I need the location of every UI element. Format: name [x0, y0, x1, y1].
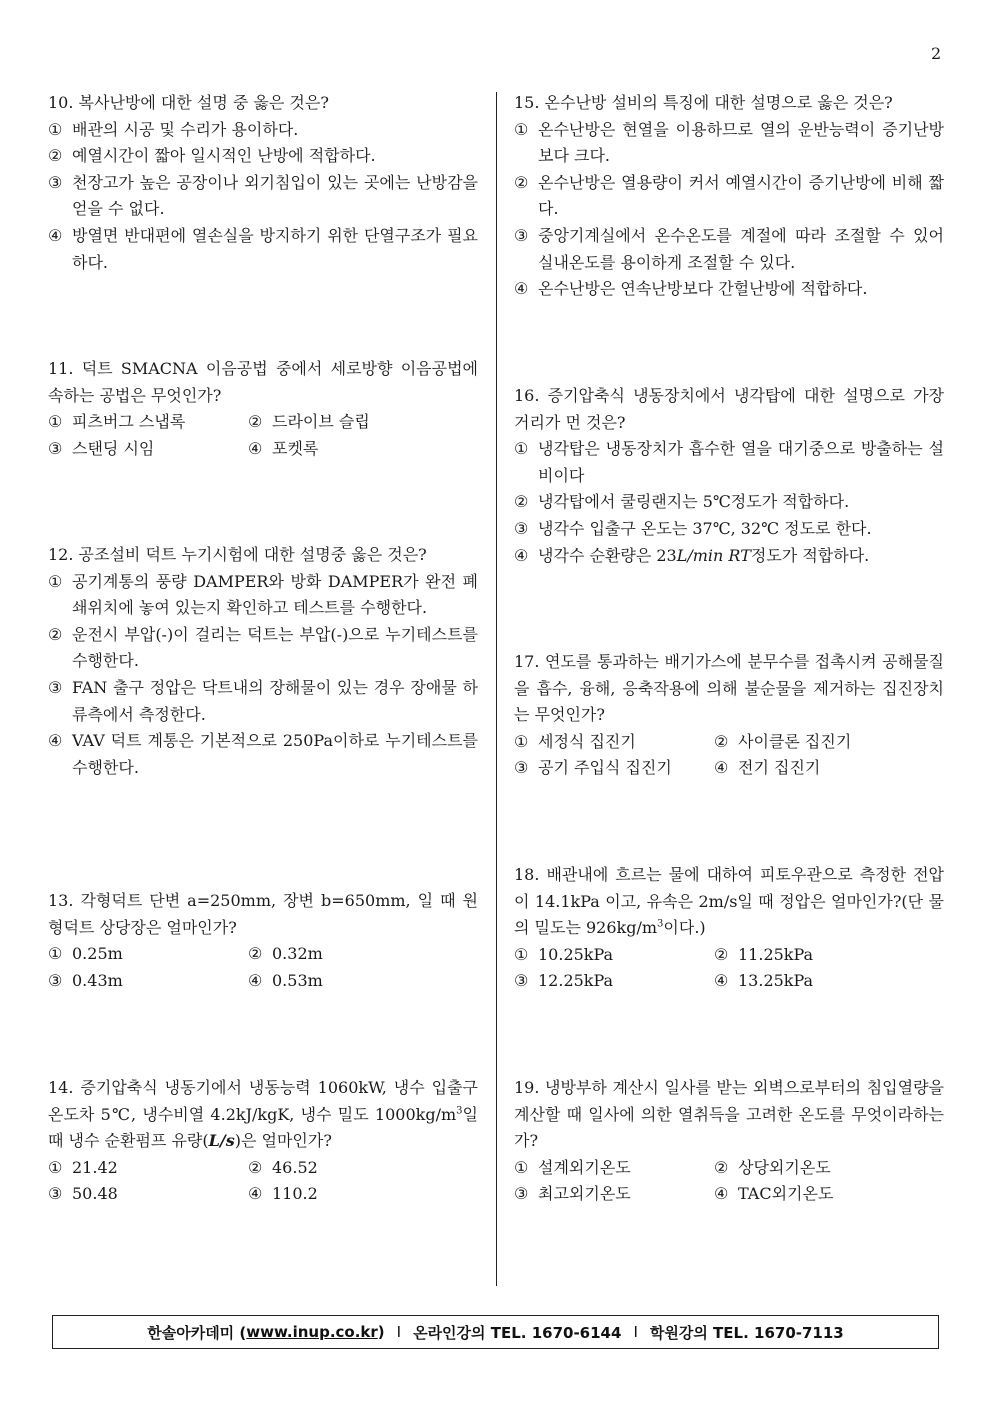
footer-separator: I	[396, 1323, 402, 1341]
option-2: ② 46.52	[248, 1157, 318, 1177]
question-12	[48, 542, 478, 781]
rate-formula: L/min RT	[676, 545, 751, 565]
question-text: 12. 공조설비 덕트 누기시험에 대한 설명중 옳은 것은?	[48, 545, 427, 564]
footer-url-link[interactable]: www.inup.co.kr	[246, 1323, 378, 1341]
options-grid	[48, 1155, 478, 1208]
option-4: ④ 전기 집진기	[714, 758, 821, 778]
question-text: 11. 덕트 SMACNA 이음공법 중에서 세로방향 이음공법에 속하는 공법은 무엇인가?	[48, 359, 478, 405]
option-3: ③ 냉각수 입출구 온도는 37℃, 32℃ 정도로 한다.	[514, 518, 872, 538]
column-divider	[496, 92, 497, 1286]
footer-online: 온라인강의 TEL. 1670-6144	[413, 1323, 622, 1342]
options-grid	[514, 942, 944, 995]
page-number: 2	[931, 44, 942, 63]
question-17	[514, 649, 944, 782]
options-grid	[48, 409, 478, 462]
question-text: 19. 냉방부하 계산시 일사를 받는 외벽으로부터의 침입열량을 계산할 때 일사에 의한 열취득을 고려한 온도를 무엇이라하는가?	[514, 1078, 944, 1151]
option-3: ③ 최고외기온도	[514, 1184, 631, 1204]
question-10	[48, 90, 478, 276]
question-text: 15. 온수난방 설비의 특징에 대한 설명으로 옳은 것은?	[514, 93, 893, 112]
option-4: ④ 0.53m	[248, 970, 323, 990]
question-11	[48, 356, 478, 462]
option-3: ③ 50.48	[48, 1184, 118, 1204]
options-grid	[48, 941, 478, 994]
option-4: ④ 온수난방은 연속난방보다 간헐난방에 적합하다.	[514, 279, 868, 299]
question-text: 17. 연도를 통과하는 배기가스에 분무수를 접촉시켜 공해물질을 흡수, 융해, 응축작용에 의해 불순물을 제거하는 집진장치는 무엇인가?	[514, 652, 944, 725]
question-13	[48, 888, 478, 994]
option-2: ② 예열시간이 짧아 일시적인 난방에 적합하다.	[48, 146, 376, 166]
option-2: ② 11.25kPa	[714, 944, 814, 964]
footer-separator: I	[633, 1323, 638, 1341]
option-4: ④ 110.2	[248, 1184, 318, 1204]
option-1: ① 설계외기온도	[514, 1157, 631, 1177]
options-grid	[514, 1155, 944, 1208]
option-1: ① 공기계통의 풍량 DAMPER와 방화 DAMPER가 완전 폐쇄위치에 놓여 있는지 확인하고 테스트를 수행한다.	[48, 571, 478, 618]
option-3: ③ 12.25kPa	[514, 971, 614, 991]
option-4: ④ 방열면 반대편에 열손실을 방지하기 위한 단열구조가 필요하다.	[48, 225, 478, 272]
question-text: 18. 배관내에 흐르는 물에 대하여 피토우관으로 측정한 전압이 14.1kPa 이고, 유속은 2m/s일 때 정압은 얼마인가?(단 물의 밀도는 $926kg/m^3$이다.)	[514, 865, 944, 938]
option-1: ① 0.25m	[48, 944, 123, 964]
question-15	[514, 90, 944, 303]
options-grid	[514, 729, 944, 782]
option-3: ③ 스탠딩 시임	[48, 438, 155, 458]
option-2: ② 사이클론 집진기	[714, 731, 852, 751]
option-4: ④ 13.25kPa	[714, 971, 814, 991]
question-text: 10. 복사난방에 대한 설명 중 옳은 것은?	[48, 93, 329, 112]
option-1: ① 냉각탑은 냉동장치가 흡수한 열을 대기중으로 방출하는 설비이다	[514, 439, 944, 485]
question-text: 13. 각형덕트 단변 a=250mm, 장변 b=650mm, 일 때 원형덕트 상당장은 얼마인가?	[48, 891, 478, 937]
option-1: ① 피츠버그 스냅록	[48, 412, 186, 432]
option-3: ③ 중앙기계실에서 온수온도를 계절에 따라 조절할 수 있어 실내온도를 용이하게 조절할 수 있다.	[514, 225, 944, 272]
option-1: ① 10.25kPa	[514, 944, 614, 964]
option-3: ③ 0.43m	[48, 970, 123, 990]
question-16	[514, 383, 944, 569]
option-1: ① 세정식 집진기	[514, 731, 636, 751]
question-text: 16. 증기압축식 냉동장치에서 냉각탑에 대한 설명으로 가장 거리가 먼 것은?	[514, 386, 944, 432]
footer-academy-close: )	[377, 1323, 385, 1341]
option-1: ① 온수난방은 현열을 이용하므로 열의 운반능력이 증기난방보다 크다.	[514, 119, 944, 166]
footer-academy: 한솔아카데미 (	[147, 1323, 247, 1342]
question-text: 14. 증기압축식 냉동기에서 냉동능력 1060kW, 냉수 입출구 온도차 5℃, 냉수비열 4.2kJ/kgK, 냉수 밀도 $1000kg/m^3$일 때 냉수 순환펌프 유량(L/s)은 얼마인가?	[48, 1078, 478, 1151]
unit-formula: L/s	[208, 1131, 235, 1151]
question-19	[514, 1075, 944, 1208]
option-2: ② 상당외기온도	[714, 1157, 831, 1177]
footer	[52, 1315, 939, 1349]
option-2: ② 냉각탑에서 쿨링랜지는 5℃정도가 적합하다.	[514, 492, 850, 512]
question-14	[48, 1075, 478, 1208]
option-4: ④ 냉각수 순환량은 23L/min RT정도가 적합하다.	[514, 545, 870, 565]
option-2: ② 드라이브 슬립	[248, 412, 370, 432]
option-2: ② 0.32m	[248, 944, 323, 964]
option-4: ④ 포켓록	[248, 438, 319, 458]
option-1: ① 21.42	[48, 1157, 118, 1177]
option-4: ④ TAC외기온도	[714, 1184, 834, 1204]
footer-offline: 학원강의 TEL. 1670-7113	[649, 1323, 844, 1342]
option-3: ③ FAN 출구 정압은 닥트내의 장해물이 있는 경우 장애물 하류측에서 측정한다.	[48, 677, 478, 724]
option-4: ④ VAV 덕트 계통은 기본적으로 250Pa이하로 누기테스트를 수행한다.	[48, 731, 478, 777]
option-3: ③ 천장고가 높은 공장이나 외기침입이 있는 곳에는 난방감을 얻을 수 없다.	[48, 172, 478, 219]
option-3: ③ 공기 주입식 집진기	[514, 758, 672, 778]
option-1: ① 배관의 시공 및 수리가 용이하다.	[48, 119, 299, 139]
question-18	[514, 862, 944, 995]
option-2: ② 온수난방은 열용량이 커서 예열시간이 증기난방에 비해 짧다.	[514, 172, 944, 219]
option-2: ② 운전시 부압(-)이 걸리는 덕트는 부압(-)으로 누기테스트를 수행한다.	[48, 624, 478, 671]
